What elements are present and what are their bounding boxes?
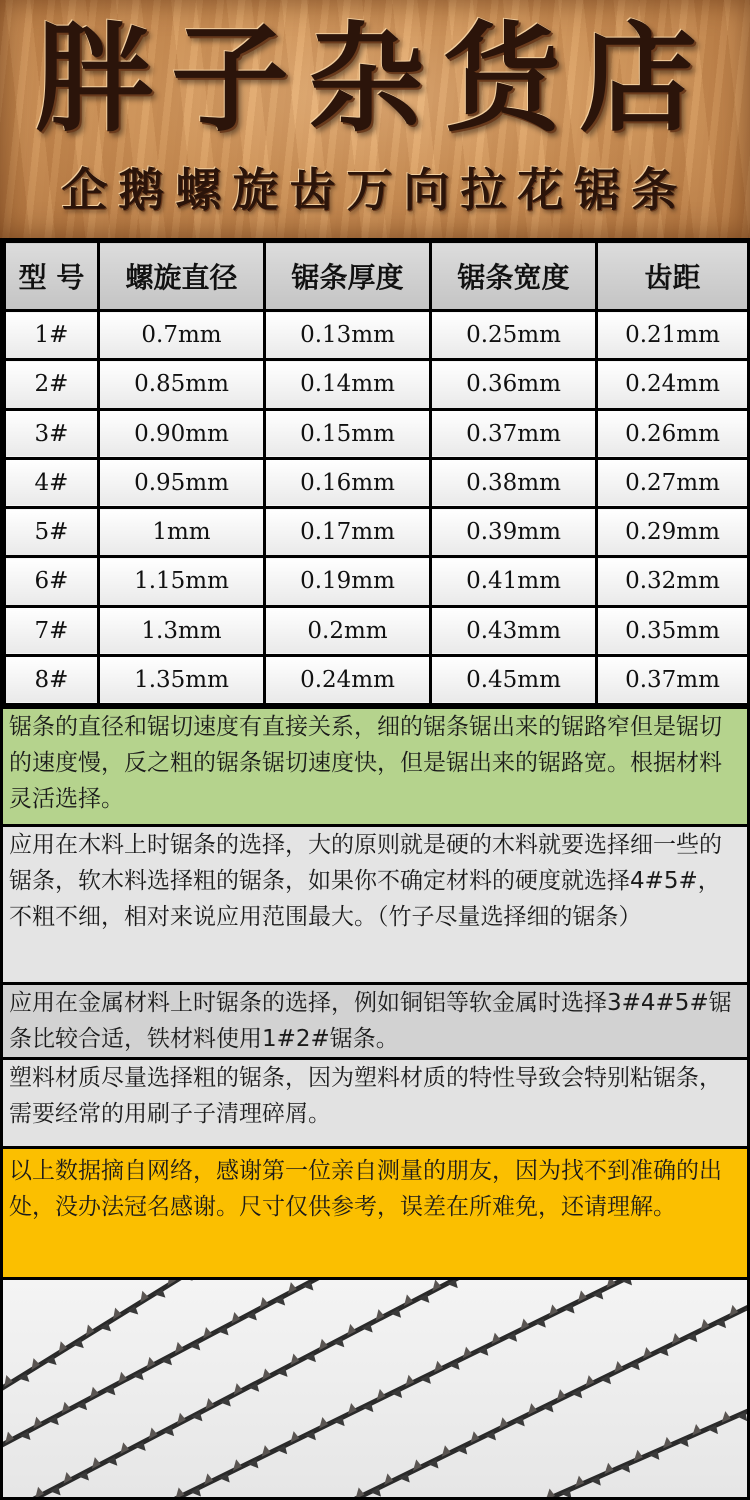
table-row <box>5 360 749 409</box>
cell-tooth-pitch: 0.27mm <box>597 458 749 507</box>
note-wood-selection: 应用在木料上时锯条的选择，大的原则就是硬的木料就要选择细一些的锯条，软木料选择粗的锯条，如果你不确定材料的硬度就选择4#5#，不粗不细，相对来说应用范围最大。（竹子尽量选择细的锯条） <box>3 827 747 982</box>
note-disclaimer: 以上数据摘自网络，感谢第一位亲自测量的朋友，因为找不到准确的出处，没办法冠名感谢。尺寸仅供参考，误差在所难免，还请理解。 <box>3 1149 747 1277</box>
table-row <box>5 557 749 606</box>
cell-spiral-diameter: 0.95mm <box>99 458 265 507</box>
table-row <box>5 508 749 557</box>
cell-width: 0.45mm <box>431 655 597 704</box>
cell-model: 8# <box>5 655 99 704</box>
note-metal-selection: 应用在金属材料上时锯条的选择，例如铜铝等软金属时选择3#4#5#锯条比较合适，铁材料使用1#2#锯条。 <box>3 985 747 1057</box>
cell-model: 3# <box>5 409 99 458</box>
cell-tooth-pitch: 0.24mm <box>597 360 749 409</box>
cell-tooth-pitch: 0.26mm <box>597 409 749 458</box>
table-row <box>5 311 749 360</box>
cell-thickness: 0.13mm <box>265 311 431 360</box>
table-row <box>5 606 749 655</box>
table-header-row <box>5 242 749 311</box>
note-speed-diameter: 锯条的直径和锯切速度有直接关系，细的锯条锯出来的锯路窄但是锯切的速度慢，反之粗的锯条锯切速度快，但是锯出来的锯路宽。根据材料灵活选择。 <box>3 709 747 824</box>
cell-model: 6# <box>5 557 99 606</box>
table-row <box>5 409 749 458</box>
cell-spiral-diameter: 1mm <box>99 508 265 557</box>
cell-thickness: 0.24mm <box>265 655 431 704</box>
cell-width: 0.41mm <box>431 557 597 606</box>
cell-tooth-pitch: 0.21mm <box>597 311 749 360</box>
column-header-tooth-pitch: 齿距 <box>597 242 749 311</box>
cell-width: 0.39mm <box>431 508 597 557</box>
column-header-model: 型 号 <box>5 242 99 311</box>
wood-header-banner <box>0 0 750 238</box>
cell-model: 2# <box>5 360 99 409</box>
cell-model: 5# <box>5 508 99 557</box>
cell-thickness: 0.17mm <box>265 508 431 557</box>
cell-width: 0.25mm <box>431 311 597 360</box>
cell-thickness: 0.16mm <box>265 458 431 507</box>
spec-table <box>3 240 750 706</box>
cell-spiral-diameter: 1.3mm <box>99 606 265 655</box>
cell-width: 0.36mm <box>431 360 597 409</box>
cell-model: 1# <box>5 311 99 360</box>
saw-blade-photo <box>3 1280 747 1497</box>
cell-width: 0.37mm <box>431 409 597 458</box>
shop-title: 胖子杂货店 <box>34 10 715 148</box>
table-row <box>5 655 749 704</box>
cell-tooth-pitch: 0.35mm <box>597 606 749 655</box>
column-header-width: 锯条宽度 <box>431 242 597 311</box>
cell-model: 4# <box>5 458 99 507</box>
cell-width: 0.38mm <box>431 458 597 507</box>
cell-tooth-pitch: 0.37mm <box>597 655 749 704</box>
cell-width: 0.43mm <box>431 606 597 655</box>
column-header-spiral-diameter: 螺旋直径 <box>99 242 265 311</box>
cell-thickness: 0.14mm <box>265 360 431 409</box>
cell-spiral-diameter: 0.7mm <box>99 311 265 360</box>
cell-spiral-diameter: 0.90mm <box>99 409 265 458</box>
cell-model: 7# <box>5 606 99 655</box>
cell-tooth-pitch: 0.29mm <box>597 508 749 557</box>
cell-thickness: 0.19mm <box>265 557 431 606</box>
cell-spiral-diameter: 0.85mm <box>99 360 265 409</box>
table-row <box>5 458 749 507</box>
cell-thickness: 0.2mm <box>265 606 431 655</box>
note-plastic-selection: 塑料材质尽量选择粗的锯条，因为塑料材质的特性导致会特别粘锯条，需要经常的用刷子子清理碎屑。 <box>3 1060 747 1146</box>
cell-tooth-pitch: 0.32mm <box>597 557 749 606</box>
column-header-thickness: 锯条厚度 <box>265 242 431 311</box>
product-subtitle: 企鹅螺旋齿万向拉花锯条 <box>61 163 689 217</box>
cell-thickness: 0.15mm <box>265 409 431 458</box>
cell-spiral-diameter: 1.15mm <box>99 557 265 606</box>
cell-spiral-diameter: 1.35mm <box>99 655 265 704</box>
spiral-saw-blades-image <box>3 1280 747 1497</box>
